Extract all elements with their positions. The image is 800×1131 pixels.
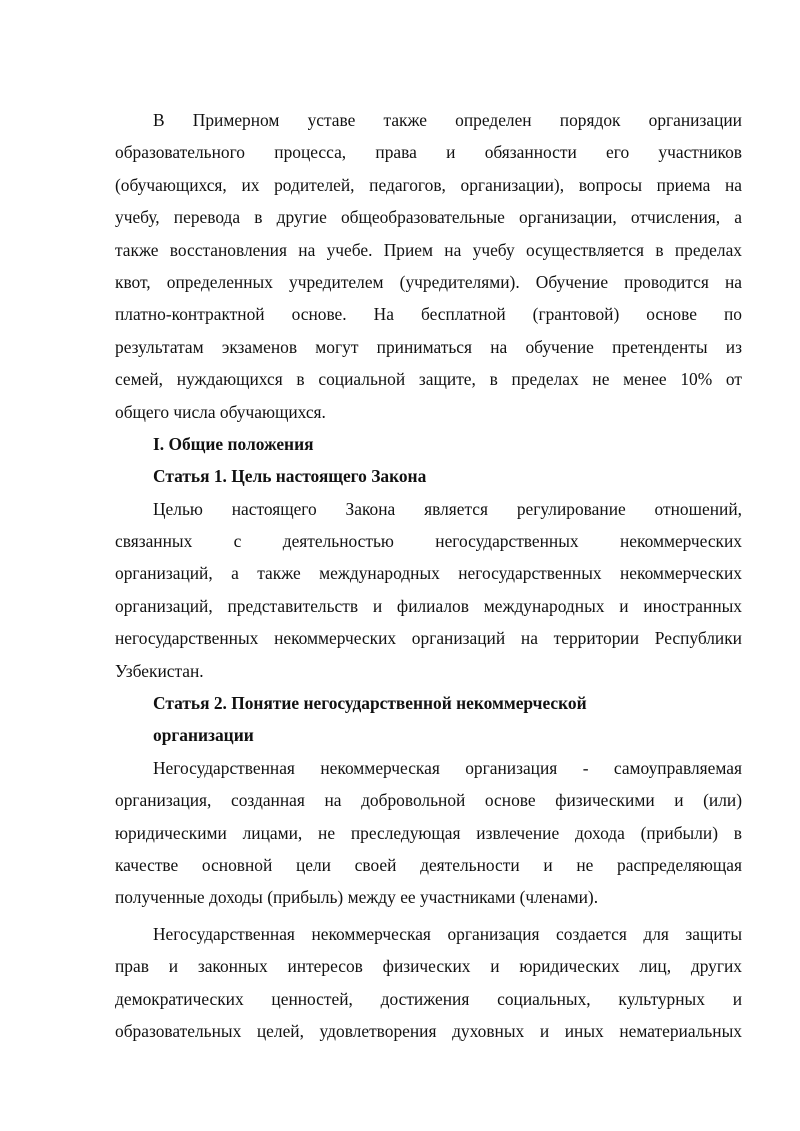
- text-line: платно-контрактной основе. На бесплатной (грантовой) основе по: [115, 304, 742, 325]
- text-line: В Примерном уставе также определен порядок организации: [153, 110, 742, 130]
- text-line: организация, созданная на добровольной основе физическими и (или): [115, 790, 742, 811]
- section-heading: I. Общие положения: [153, 433, 314, 454]
- text-line: полученные доходы (прибыль) между ее участниками (членами).: [115, 887, 599, 908]
- text-line: качестве основной цели своей деятельности и не распределяющая: [115, 854, 742, 875]
- paragraph-charter: [115, 104, 742, 428]
- text-line: юридическими лицами, не преследующая извлечение дохода (прибыли) в: [115, 822, 742, 843]
- article-heading-line: Статья 2. Понятие негосударственной некоммерческой: [153, 693, 587, 714]
- article-heading-line: организации: [153, 725, 254, 746]
- text-line: (обучающихся, их родителей, педагогов, организации), вопросы приема на: [115, 174, 742, 195]
- text-line: демократических ценностей, достижения социальных, культурных и: [115, 988, 742, 1009]
- text-line: организаций, а также международных негосударственных некоммерческих: [115, 563, 742, 584]
- paragraph-article-2-definition: [115, 752, 742, 914]
- text-line: организаций, представительств и филиалов международных и иностранных: [115, 595, 742, 616]
- text-line: также восстановления на учебе. Прием на учебу осуществляется в пределах: [115, 239, 742, 260]
- text-line: квот, определенных учредителем (учредителями). Обучение проводится на: [115, 271, 742, 292]
- text-line: прав и законных интересов физических и юридических лиц, других: [115, 956, 742, 977]
- article-heading-2: [115, 687, 742, 752]
- text-line: семей, нуждающихся в социальной защите, в пределах не менее 10% от: [115, 369, 742, 390]
- text-line: общего числа обучающихся.: [115, 401, 326, 422]
- text-line: Негосударственная некоммерческая организация создается для защиты: [153, 923, 742, 944]
- text-line: связанных с деятельностью негосударственных некоммерческих: [115, 531, 742, 552]
- text-line: Негосударственная некоммерческая организация - самоуправляемая: [153, 757, 742, 778]
- paragraph-article-1: [115, 493, 742, 687]
- text-line: Целью настоящего Закона является регулирование отношений,: [153, 498, 742, 519]
- text-line: Узбекистан.: [115, 660, 204, 681]
- text-line: результатам экзаменов могут приниматься на обучение претенденты из: [115, 336, 742, 357]
- text-line: образовательных целей, удовлетворения духовных и иных нематериальных: [115, 1020, 742, 1041]
- article-heading: Статья 1. Цель настоящего Закона: [153, 466, 427, 487]
- text-line: образовательного процесса, права и обязанности его участников: [115, 142, 742, 163]
- paragraph-article-2-purpose: [115, 918, 742, 1048]
- document-page: [115, 104, 742, 1047]
- text-line: негосударственных некоммерческих организаций на территории Республики: [115, 628, 742, 649]
- text-line: учебу, перевода в другие общеобразовательные организации, отчисления, а: [115, 207, 742, 228]
